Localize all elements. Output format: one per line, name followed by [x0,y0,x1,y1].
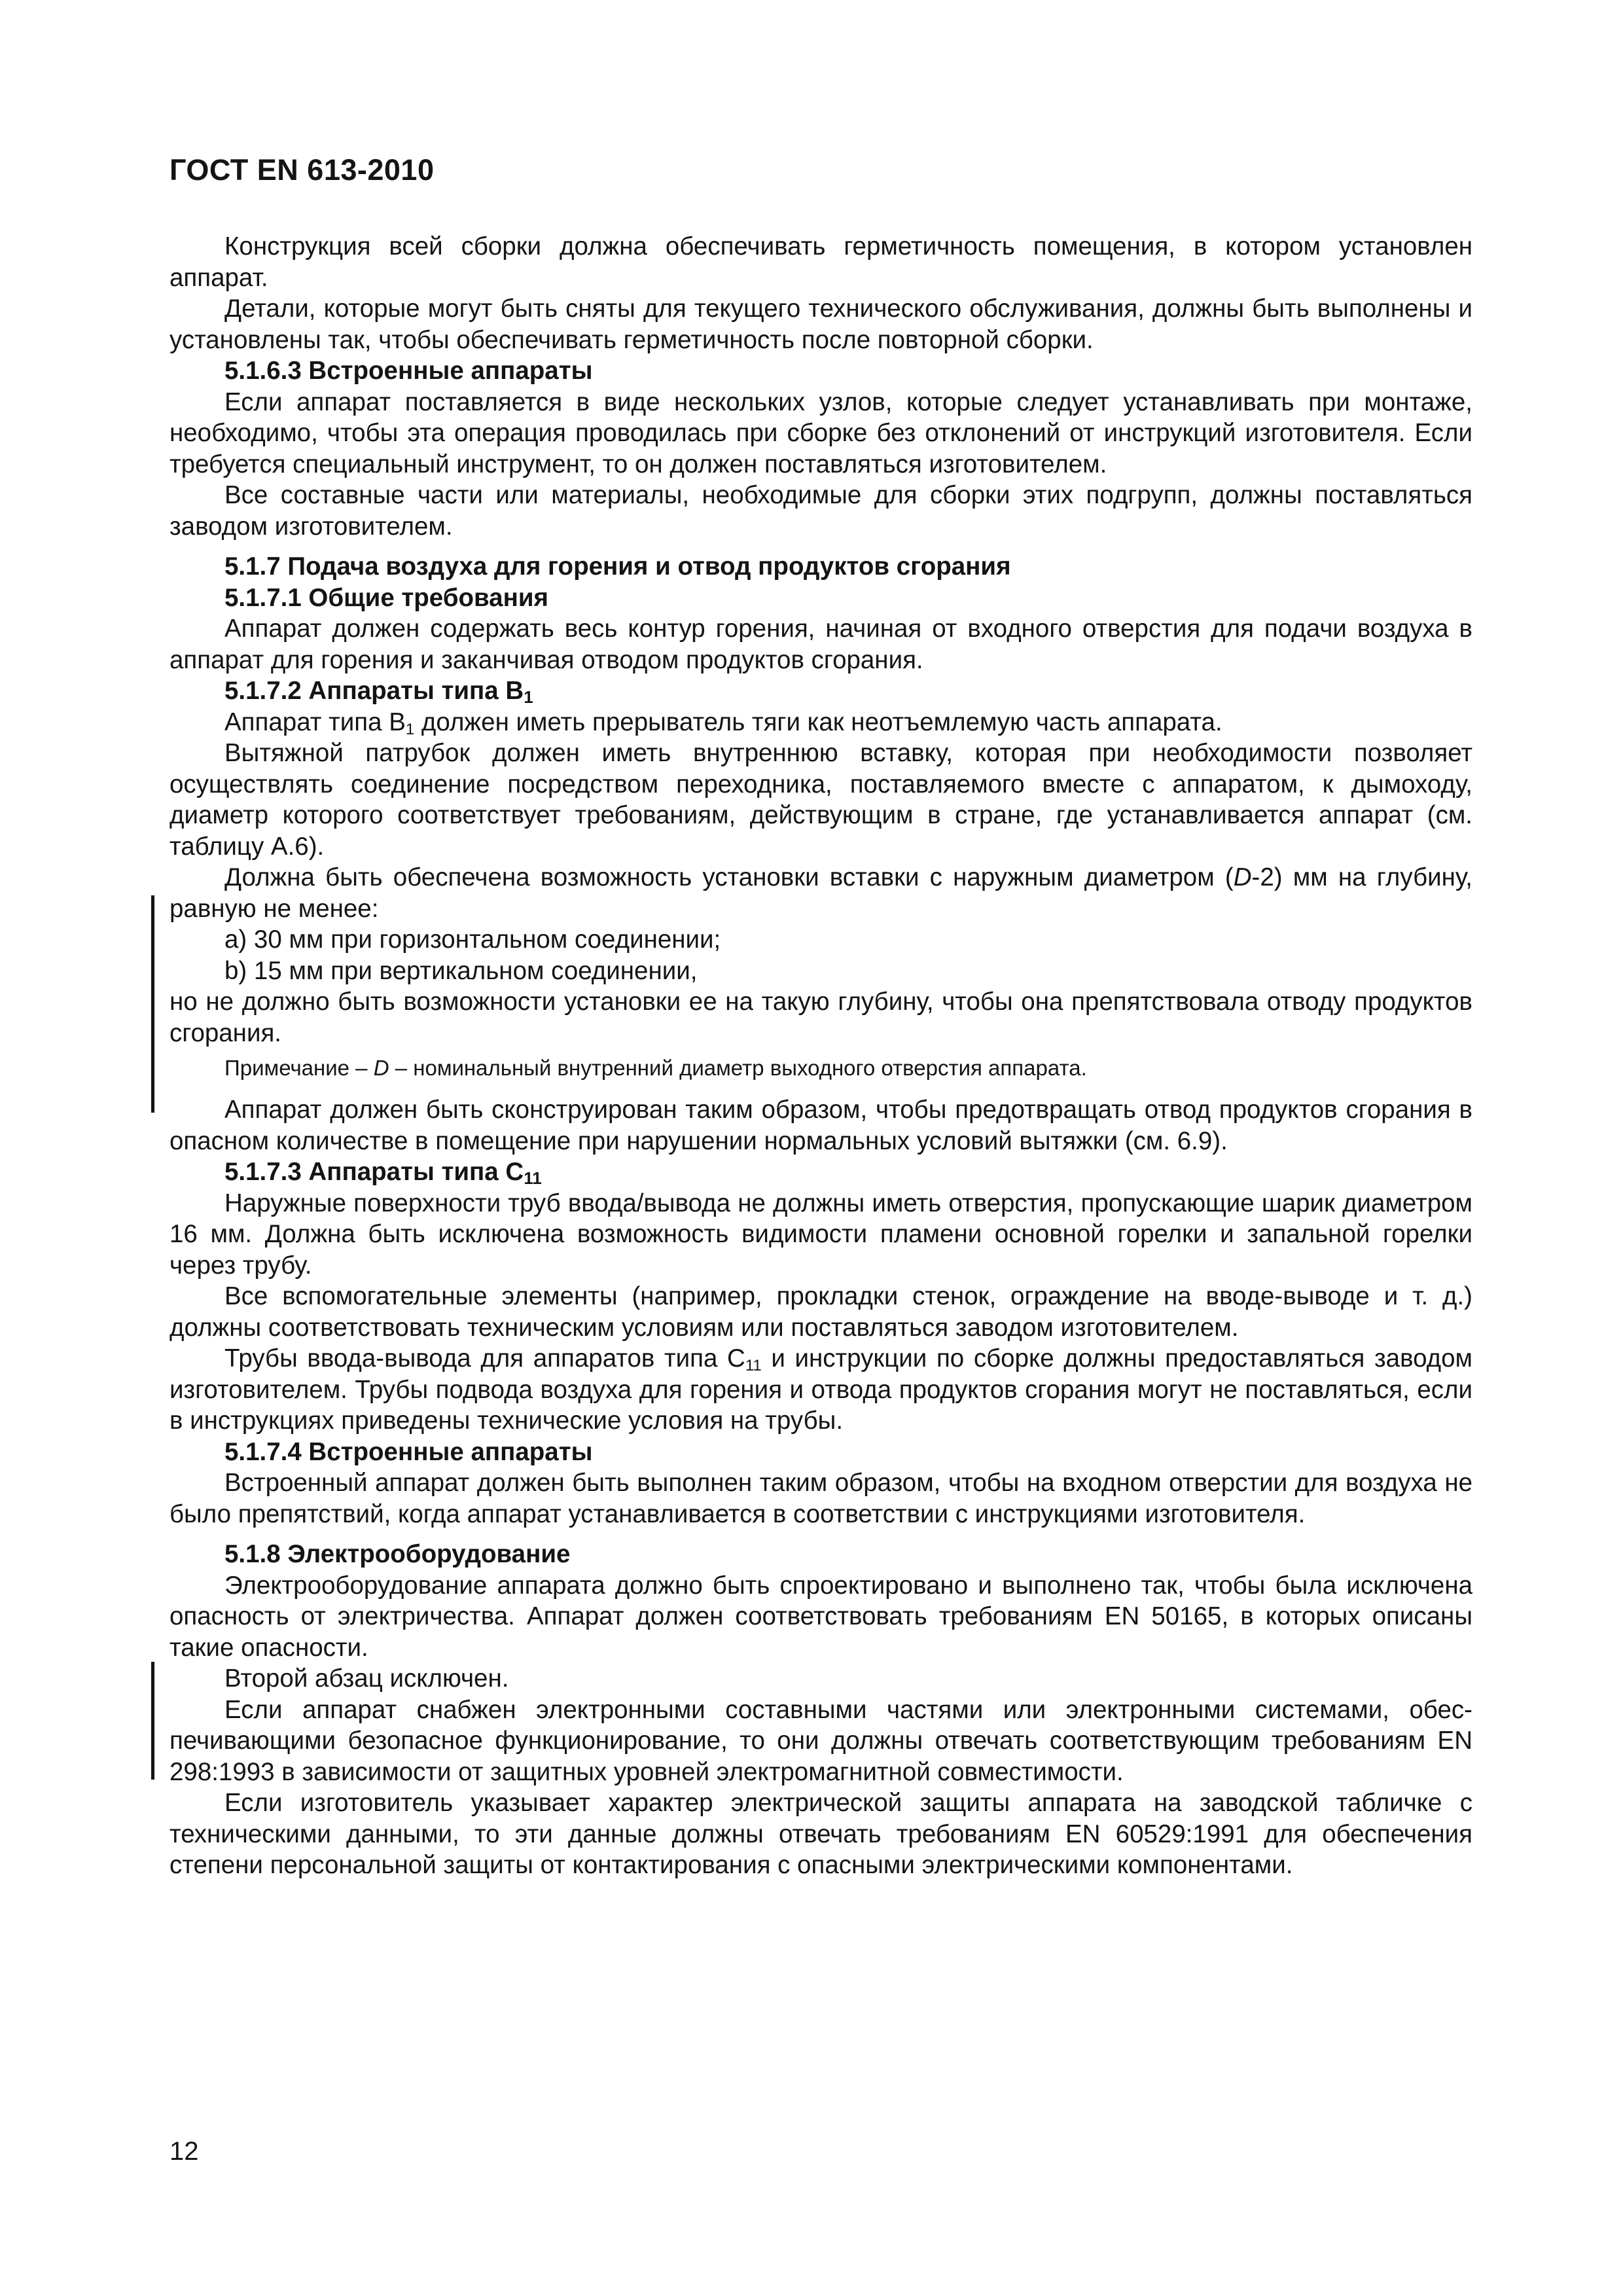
subscript: 11 [524,1168,542,1188]
note-text: – номинальный внутренний диаметр выходного отверстия аппарата. [389,1056,1087,1080]
paragraph: Аппарат должен содержать весь контур горения, начиная от входного отверстия для подачи воздуха в аппарат для горения и заканчивая отводом продуктов сгорания. [169,615,1472,674]
section-heading-5-1-7-1: 5.1.7.1 Общие требования [224,583,548,612]
section-heading-5-1-7-4: 5.1.7.4 Встроенные аппараты [224,1437,593,1466]
variable-d: D [373,1056,389,1080]
heading-text: 5.1.7.2 Аппараты типа B [224,677,524,705]
paragraph: Все составные части или материалы, необходимые для сборки этих подгрупп, должны поставляться заводом изготовителем. [169,481,1472,541]
paragraph: Детали, которые могут быть сняты для текущего технического обслуживания, должны быть выполнены и установлены так, чтобы обеспечивать герметичность после повторной сборки. [169,295,1472,354]
paragraph: Если аппарат снабжен электронными составными частями или электронными системами, обеспечивающими безопасное функционирование, то они должны отвечать соответствующим требованиям EN 298:1993 в зависимости от защитных уровней электромагнитной совместимости. [169,1695,1472,1786]
list-item-b: b) 15 мм при вертикальном соединении, [224,956,698,985]
change-bar [151,1662,154,1780]
note [169,1054,1472,1083]
paragraph [169,862,1472,924]
paragraph: Наружные поверхности труб ввода/вывода не должны иметь отверстия, пропускающие шарик диаметром 16 мм. Должна быть исключена возможность видимости пламени основной горелки и запальной горелки через трубу. [169,1189,1472,1280]
section-heading-5-1-7-3 [169,1157,1472,1188]
section-heading-5-1-7-2 [169,675,1472,707]
section-heading-5-1-6-3: 5.1.6.3 Встроенные аппараты [224,357,593,385]
paragraph: Аппарат должен быть сконструирован таким образом, чтобы предотвращать отвод продуктов сгорания в опасном количестве в помещение при нарушении нормальных условий вытяжки (см. 6.9). [169,1096,1472,1155]
note-label: Примечание – [224,1056,374,1080]
paragraph: но не должно быть возможности установки ее на такую глубину, чтобы она препятствовала отводу продуктов сгорания. [169,988,1472,1047]
change-bar [151,895,154,1113]
variable-d: D [1233,863,1252,891]
page-number: 12 [169,2137,199,2166]
paragraph: Если аппарат поставляется в виде нескольких узлов, которые следует устанавливать при монтаже, необходимо, чтобы эта операция проводилась при сборке без отклонений от инструкций изготовителя. Если требуется специальный инструмент, то он должен поставляться изготовителем. [169,387,1472,478]
paragraph [169,1343,1472,1437]
text-run: Должна быть обеспечена возможность установки вставки с наружным диаметром ( [224,863,1234,891]
subscript: 11 [745,1357,762,1374]
subscript: 1 [524,687,533,707]
paragraph: Второй абзац исключен. [224,1664,509,1693]
subscript: 1 [405,720,415,738]
document-header: ГОСТ EN 613-2010 [169,153,435,187]
paragraph [169,707,1472,738]
paragraph: Конструкция всей сборки должна обеспечивать герметичность помещения, в котором установлен аппарат. [169,232,1472,292]
text-run: -2) мм на глубину, равную не менее: [169,863,1472,923]
section-heading-5-1-8: 5.1.8 Электрооборудование [224,1540,571,1568]
paragraph: Вытяжной патрубок должен иметь внутреннюю вставку, которая при необходимости позволяет осуществлять соединение посредством переходника, поставляемого вместе с аппаратом, к дымоходу, диаметр которого соответствует требованиям, действующим в стране, где устанавливается аппарат (см. таблицу А.6). [169,739,1472,861]
document-body [169,231,1472,1881]
text-run: должен иметь прерыватель тяги как неотъемлемую часть аппарата. [414,708,1222,736]
heading-text: 5.1.7.3 Аппараты типа C [224,1158,524,1186]
paragraph: Если изготовитель указывает характер электрической защиты аппарата на заводской табличке с техническими данными, то эти данные должны отвечать требованиям EN 60529:1991 для обеспечения степени персональной защиты от контактирования с опасными электрическими компонентами. [169,1789,1472,1879]
paragraph: Электрооборудование аппарата должно быть спроектировано и выполнено так, чтобы была исключена опасность от электричества. Аппарат должен соответствовать требованиям EN 50165, в которых описаны такие опасности. [169,1571,1472,1662]
paragraph: Все вспомогательные элементы (например, прокладки стенок, ограждение на вводе-выводе и т. д.) должны соответствовать техническим условиям или поставляться заводом изготовителем. [169,1282,1472,1342]
text-run: Аппарат типа B [224,708,406,736]
list-item-a: a) 30 мм при горизонтальном соединении; [224,925,721,954]
text-run: Трубы ввода-вывода для аппаратов типа C [224,1344,745,1372]
text-run: и инструкции по сборке должны предоставляться заводом изготовителем. Трубы подвода воздуха для горения и отвода продуктов сгорания могут не поставляться, если в инструкциях приведены технические условия на трубы. [169,1344,1472,1435]
section-heading-5-1-7: 5.1.7 Подача воздуха для горения и отвод продуктов сгорания [224,552,1011,581]
paragraph: Встроенный аппарат должен быть выполнен таким образом, чтобы на входном отверстии для воздуха не было препятствий, когда аппарат устанавливается в соответствии с инструкциями изготовителя. [169,1469,1472,1528]
